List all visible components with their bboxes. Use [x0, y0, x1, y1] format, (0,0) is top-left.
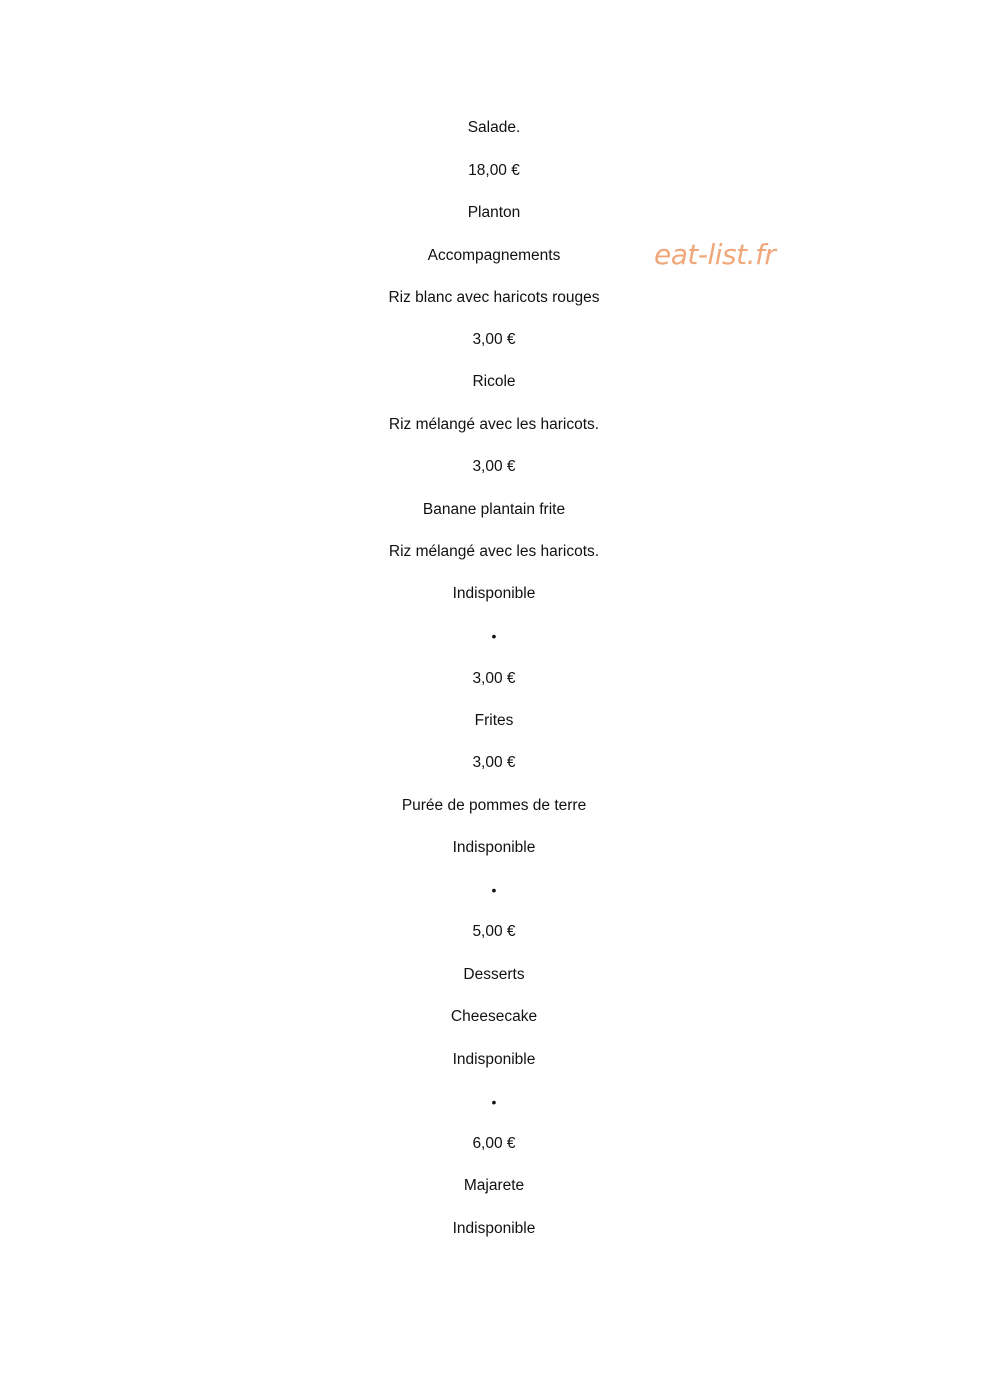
menu-item-description: Riz mélangé avec les haricots.	[388, 416, 600, 433]
bullet-separator: •	[491, 882, 497, 898]
menu-item-description: Riz mélangé avec les haricots.	[388, 543, 600, 560]
menu-price: 3,00 €	[472, 754, 516, 771]
menu-price: 3,00 €	[472, 458, 516, 475]
bullet-separator: •	[491, 628, 497, 644]
menu-item-name: Riz blanc avec haricots rouges	[388, 289, 600, 306]
menu-item-name: Ricole	[472, 373, 516, 390]
menu-item-name: Banane plantain frite	[422, 501, 566, 518]
watermark-text: eat-list.fr	[654, 238, 776, 271]
section-heading-desserts: Desserts	[463, 966, 525, 983]
menu-price: 3,00 €	[472, 331, 516, 348]
menu-item-name: Majarete	[463, 1177, 525, 1194]
menu-price: 6,00 €	[472, 1135, 516, 1152]
menu-price: 3,00 €	[472, 670, 516, 687]
availability-status: Indisponible	[452, 1051, 536, 1068]
menu-price: 18,00 €	[468, 162, 520, 179]
menu-line: Salade.	[467, 119, 521, 136]
menu-item-name: Purée de pommes de terre	[401, 797, 587, 814]
menu-item-name: Cheesecake	[450, 1008, 538, 1025]
section-heading-accompagnements: Accompagnements	[427, 247, 561, 264]
menu-line: Planton	[467, 204, 521, 221]
availability-status: Indisponible	[452, 585, 536, 602]
availability-status: Indisponible	[452, 839, 536, 856]
menu-price: 5,00 €	[472, 923, 516, 940]
availability-status: Indisponible	[452, 1220, 536, 1237]
menu-item-name: Frites	[474, 712, 514, 729]
bullet-separator: •	[491, 1094, 497, 1110]
